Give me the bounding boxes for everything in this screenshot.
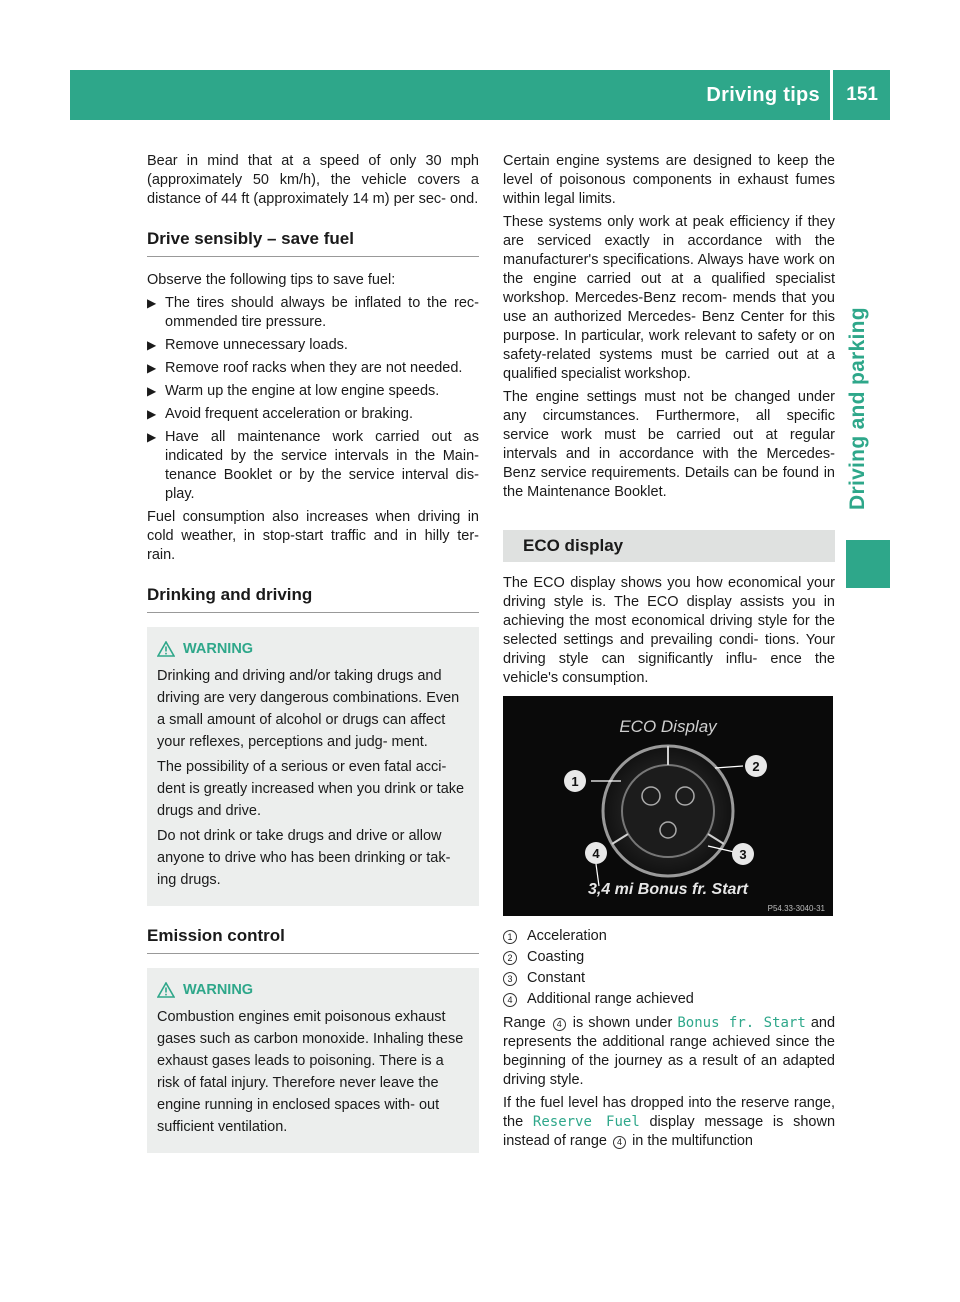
page-number: 151: [846, 84, 878, 105]
range-paragraph: Range 4 is shown under Bonus fr. Start and represents the additional range achieved since the beginning of the journey as a result of an adapted driving style.: [503, 1015, 836, 1088]
reserve-paragraph: If the fuel level has dropped into the reserve range, the Reserve Fuel display message is shown instead of range 4 in the multifunction: [503, 1095, 836, 1149]
chapter-title: Driving tips: [706, 84, 820, 106]
warning-paragraph: Drinking and driving and/or taking drugs and driving are very dangerous combinations. Even a small amount of alcohol or drugs can affect your reflexes, perceptions and judg- ment.: [157, 668, 460, 750]
list-item: ▶ Remove unnecessary loads.: [147, 337, 348, 353]
save-fuel-heading: Drive sensibly – save fuel: [147, 229, 354, 248]
list-item: ▶ Avoid frequent acceleration or braking.: [147, 406, 413, 422]
display-message-code: Bonus fr. Start: [677, 1015, 806, 1031]
arrow-icon: ▶: [147, 407, 157, 421]
warning-title: WARNING: [157, 982, 469, 998]
emission-paragraph: These systems only work at peak efficiency if they are serviced exactly in accordance with the manufacturer's specifications. Always have work on the engine carried out at a qualified specialist workshop. Mercedes-Benz recom- mends that you use an authorized Mercedes- Benz Center for this purpose. In particular, work relevant to safety or on safety-related systems must be carried out at a qualified specialist workshop.: [503, 214, 835, 382]
right-column: [503, 152, 835, 1155]
emission-paragraph: Certain engine systems are designed to keep the level of poisonous components in exhaust fumes within legal limits.: [503, 153, 835, 207]
eco-display-illustration: [503, 696, 833, 916]
save-fuel-lead: Observe the following tips to save fuel:: [147, 272, 396, 288]
arrow-icon: ▶: [147, 338, 157, 352]
arrow-icon: ▶: [147, 361, 157, 375]
svg-text:4: 4: [592, 846, 600, 861]
drinking-heading: Drinking and driving: [147, 585, 313, 604]
eco-heading: ECO display: [523, 536, 624, 555]
intro-paragraph: Bear in mind that at a speed of only 30 mph (approximately 50 km/h), the vehicle covers a distance of 44 ft (approximately 14 m) per sec- ond.: [147, 153, 479, 207]
save-fuel-list: [147, 294, 479, 504]
fuel-consumption-note: Fuel consumption also increases when driving in cold weather, in stop-start traffic and in hilly ter- rain.: [147, 509, 479, 563]
side-tab-marker: [846, 540, 890, 588]
header-divider: [830, 70, 833, 120]
warning-paragraph: Combustion engines emit poisonous exhaust gases such as carbon monoxide. Inhaling these exhaust gases leads to poisoning. There is a risk of fatal injury. Therefore never leave the engine running in enclosed spaces with- out sufficient ventilation.: [157, 1009, 464, 1135]
legend-item: 2 Coasting: [503, 947, 835, 968]
warning-triangle-icon: [157, 982, 175, 998]
left-column: [147, 152, 479, 1157]
drinking-section-heading: [147, 585, 479, 613]
emission-warning-box: [147, 968, 479, 1153]
warning-title: WARNING: [157, 641, 469, 657]
warning-paragraph: Do not drink or take drugs and drive or allow anyone to drive who has been drinking or tak- ing drugs.: [157, 828, 451, 888]
legend-item: 3 Constant: [503, 968, 835, 989]
arrow-icon: ▶: [147, 384, 157, 398]
svg-text:2: 2: [752, 759, 760, 774]
eco-section-heading: [503, 530, 835, 562]
eco-intro: The ECO display shows you how economical your driving style is. The ECO display assists you in achieving the most economical driving style for the selected settings and prevailing condi- tions. Your driving style can significantly influ- ence the vehicle's consumption.: [503, 575, 835, 686]
emission-section-heading: [147, 926, 479, 954]
display-message-code: Reserve Fuel: [532, 1114, 640, 1130]
eco-legend: [503, 926, 835, 1010]
list-item: ▶ Remove roof racks when they are not needed.: [147, 360, 463, 376]
eco-inner-ring: [622, 765, 714, 857]
legend-item: 1 Acceleration: [503, 926, 835, 947]
warning-paragraph: The possibility of a serious or even fatal acci- dent is greatly increased when you drink or take drugs and drive.: [157, 759, 465, 819]
eco-screen-title: ECO Display: [619, 717, 717, 736]
emission-paragraph: The engine settings must not be changed under any circumstances. Furthermore, all specific service work must be carried out at regular intervals and in accordance with the Mercedes- Benz service requirements. Details can be found in the Maintenance Booklet.: [503, 389, 835, 500]
warning-triangle-icon: [157, 641, 175, 657]
page-header: [70, 70, 890, 120]
list-item: ▶ The tires should always be inflated to the rec- ommended tire pressure.: [147, 295, 479, 330]
eco-bonus-readout: 3,4 mi Bonus fr. Start: [587, 881, 749, 898]
arrow-icon: ▶: [147, 296, 157, 310]
emission-heading: Emission control: [147, 926, 285, 945]
list-item: ▶ Have all maintenance work carried out as indicated by the service intervals in the Main- tenance Booklet or by the service interval dis- play.: [147, 429, 479, 502]
arrow-icon: ▶: [147, 430, 157, 444]
svg-text:1: 1: [571, 774, 579, 789]
save-fuel-section-heading: [147, 229, 479, 257]
svg-text:3: 3: [739, 847, 747, 862]
section-side-tab: Driving and parking: [846, 307, 869, 510]
figure-reference-code: P54.33-3040-31: [767, 904, 825, 913]
eco-display-figure: [503, 696, 833, 916]
drinking-warning-box: [147, 627, 479, 906]
list-item: ▶ Warm up the engine at low engine speeds.: [147, 383, 440, 399]
legend-item: 4 Additional range achieved: [503, 989, 835, 1010]
